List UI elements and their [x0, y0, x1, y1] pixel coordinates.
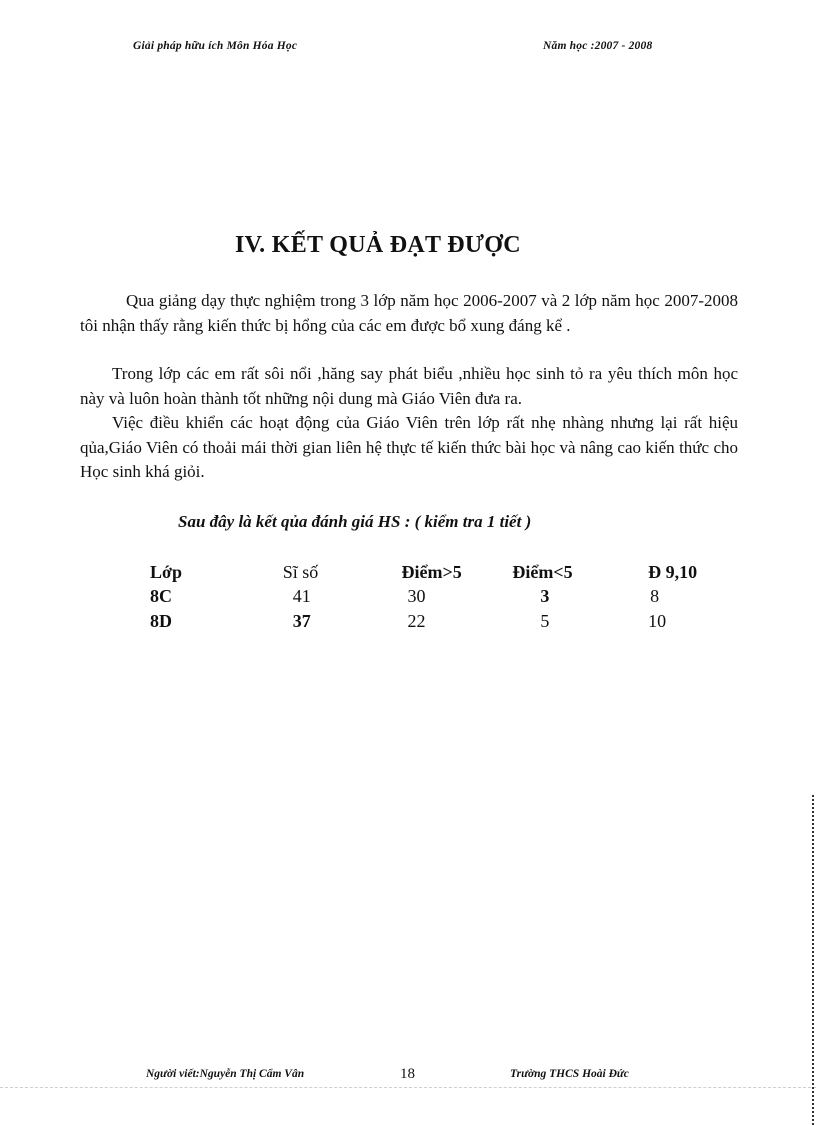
- paragraph-3: Việc điều khiển các hoạt động của Giáo Viên trên lớp rất nhẹ nhàng nhưng lại rất hiệu qủa,Giáo Viên có thoải mái thời gian liên hệ thực tế kiến thức bài học và nâng cao kiến thức cho Học sinh khá giỏi.: [80, 413, 738, 481]
- table-row: [130, 585, 730, 610]
- footer-author: Người viết:Nguyễn Thị Cẩm Vân: [146, 1068, 305, 1080]
- cell-above5: 30: [407, 586, 426, 607]
- cell-below5: 5: [540, 610, 550, 631]
- results-table: [130, 560, 730, 634]
- table-header-row: [130, 560, 730, 585]
- header-left: Giải pháp hữu ích Môn Hóa Học: [133, 40, 298, 52]
- cell-class: 8D: [150, 610, 172, 631]
- page-number: 18: [400, 1066, 415, 1082]
- cell-below5: 3: [540, 586, 550, 607]
- col-header-class: Lớp: [150, 561, 182, 582]
- cell-above5: 22: [407, 610, 426, 631]
- col-header-count: Sĩ số: [282, 561, 319, 582]
- paragraph-1: Qua giảng dạy thực nghiệm trong 3 lớp năm học 2006-2007 và 2 lớp năm học 2007-2008 tôi nhận thấy rằng kiến thức bị hổng của các em được bổ xung đáng kể .: [80, 291, 738, 335]
- cell-9-10: 10: [648, 610, 667, 631]
- paragraph-2: Trong lớp các em rất sôi nổi ,hăng say phát biểu ,nhiều học sinh tỏ ra yêu thích môn học này và luôn hoàn thành tốt những nội dung mà Giáo Viên đưa ra.: [80, 364, 738, 408]
- cell-count: 37: [292, 610, 311, 631]
- bottom-divider: [0, 1087, 816, 1088]
- cell-count: 41: [292, 586, 311, 607]
- cell-class: 8C: [150, 586, 172, 607]
- section-title: IV. KẾT QUẢ ĐẠT ĐƯỢC: [235, 232, 521, 258]
- right-margin-rule: [812, 795, 814, 1125]
- col-header-below5: Điểm<5: [512, 561, 573, 582]
- footer-school: Trường THCS Hoài Đức: [510, 1068, 629, 1080]
- results-intro: Sau đây là kết qủa đánh giá HS : ( kiểm tra 1 tiết ): [178, 512, 532, 531]
- header-right: Năm học :2007 - 2008: [543, 40, 653, 52]
- col-header-9-10: Đ 9,10: [648, 561, 698, 582]
- col-header-above5: Điểm>5: [401, 561, 462, 582]
- cell-9-10: 8: [650, 586, 660, 607]
- table-row: [130, 609, 730, 634]
